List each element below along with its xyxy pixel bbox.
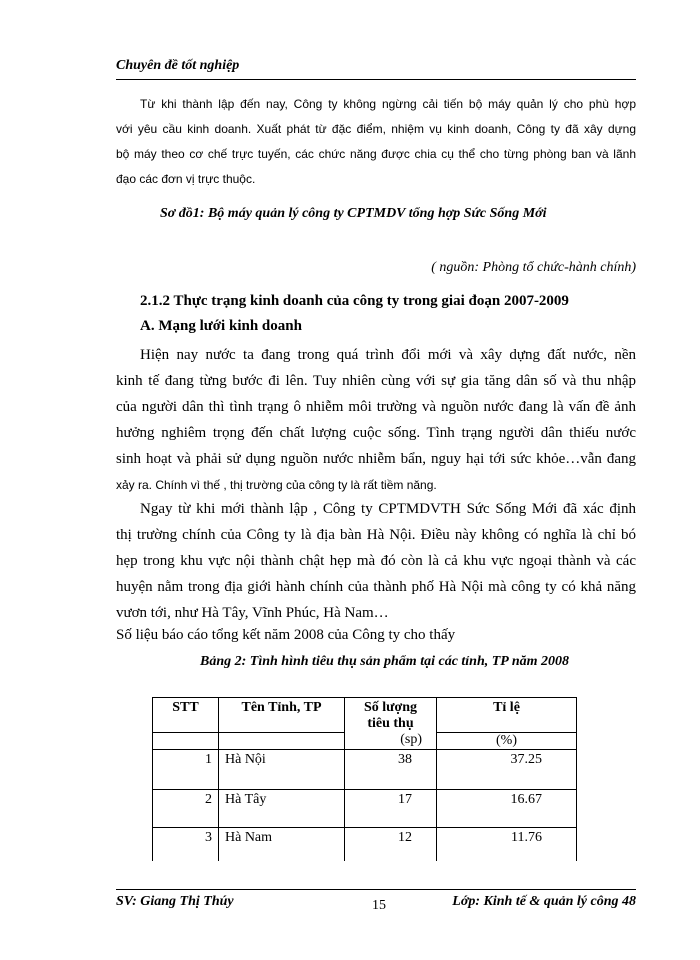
intro-line: đạo các đơn vị trực thuộc. [116,172,256,186]
paragraph-line: sinh hoạt và phải sử dụng nguồn nước nhiễm bẩn, nguy hại tới sức khỏe…vẫn đang [116,451,636,467]
header-quantity: Số lượng tiêu thụ [345,698,437,733]
cell-stt: 2 [153,789,219,827]
paragraph-line: hẹp trong khu vực nội thành chật hẹp mà đó còn là cả khu vực ngoại thành và các [116,553,636,569]
page-header-title: Chuyên đề tốt nghiệp [116,58,240,73]
summary-line: Số liệu báo cáo tổng kết năm 2008 của Công ty cho thấy [116,627,456,643]
cell-quantity: 17 [345,789,437,827]
summary-paragraph [116,622,636,648]
footer-class: Lớp: Kinh tế & quản lý công 48 [452,894,636,909]
paragraph-line: hưởng nghiêm trọng đến chất lượng cuộc sống. Tình trạng người dân thiếu nước [116,425,636,441]
paragraph-line: vươn tới, như Hà Tây, Vĩnh Phúc, Hà Nam… [116,605,389,621]
diagram-caption: Sơ đồ1: Bộ máy quản lý công ty CPTMDV tổng hợp Sức Sống Mới [160,206,547,221]
table-row [153,827,577,861]
footer-student: SV: Giang Thị Thúy [116,894,234,909]
cell-stt: 3 [153,827,219,861]
cell-ratio: 37.25 [437,749,577,789]
table-caption: Bảng 2: Tình hình tiêu thụ sản phẩm tại các tỉnh, TP năm 2008 [200,654,570,669]
page-number: 15 [372,898,386,913]
cell-quantity: 38 [345,749,437,789]
paragraph-line: kinh tế đang từng bước đi lên. Tuy nhiên cùng với sự gia tăng dân số và thu nhập [116,373,636,389]
header-province: Tên Tỉnh, TP [219,698,345,733]
paragraph-line: huyện nằm trong địa giới hành chính của thành phố Hà Nội mà công ty có khả năng [116,579,636,595]
paragraph-line: xảy ra. Chính vì thế , thị trường của công ty là rất tiềm năng. [116,478,437,492]
header-stt: STT [153,698,219,733]
cell-province: Hà Tây [219,789,345,827]
cell-ratio: 11.76 [437,827,577,861]
table-row [153,789,577,827]
unit-ratio: (%) [437,732,577,749]
unit-quantity: (sp) [345,732,437,749]
intro-line: Từ khi thành lập đến nay, Công ty không ngừng cải tiến bộ máy quản lý cho phù hợp [140,97,636,111]
unit-empty [153,732,219,749]
sales-table [152,697,577,861]
cell-province: Hà Nội [219,749,345,789]
cell-ratio: 16.67 [437,789,577,827]
cell-province: Hà Nam [219,827,345,861]
table-units-row [153,732,577,749]
section-subheading: A. Mạng lưới kinh doanh [140,318,302,334]
paragraph-line: của người dân thì tình trạng ô nhiễm môi trường và nguồn nước đang là vấn đề ảnh [116,399,636,415]
paragraph-market [116,342,636,498]
intro-paragraph [116,92,636,192]
paragraph-line: thị trường chính của Công ty là địa bàn Hà Nội. Điều này không có nghĩa là chỉ bó [116,527,636,543]
paragraph-target-market [116,496,636,626]
intro-line: bộ máy theo cơ chế trực tuyến, các chức năng được chia cụ thể cho từng phòng ban và lãnh [116,147,636,161]
paragraph-line: Ngay từ khi mới thành lập , Công ty CPTMDVTH Sức Sống Mới đã xác định [140,501,636,517]
header-divider [116,79,636,80]
table-header-row [153,698,577,733]
footer-divider [116,889,636,890]
paragraph-line: Hiện nay nước ta đang trong quá trình đổi mới và xây dựng đất nước, nền [140,347,636,363]
table-row [153,749,577,789]
intro-line: với yêu cầu kinh doanh. Xuất phát từ đặc điểm, nhiệm vụ kinh doanh, Công ty đã xây dựng [116,122,636,136]
diagram-source: ( nguồn: Phòng tổ chức-hành chính) [431,260,636,275]
cell-quantity: 12 [345,827,437,861]
unit-empty [219,732,345,749]
section-heading: 2.1.2 Thực trạng kinh doanh của công ty trong giai đoạn 2007-2009 [140,293,569,309]
header-ratio: Tỉ lệ [437,698,577,733]
cell-stt: 1 [153,749,219,789]
